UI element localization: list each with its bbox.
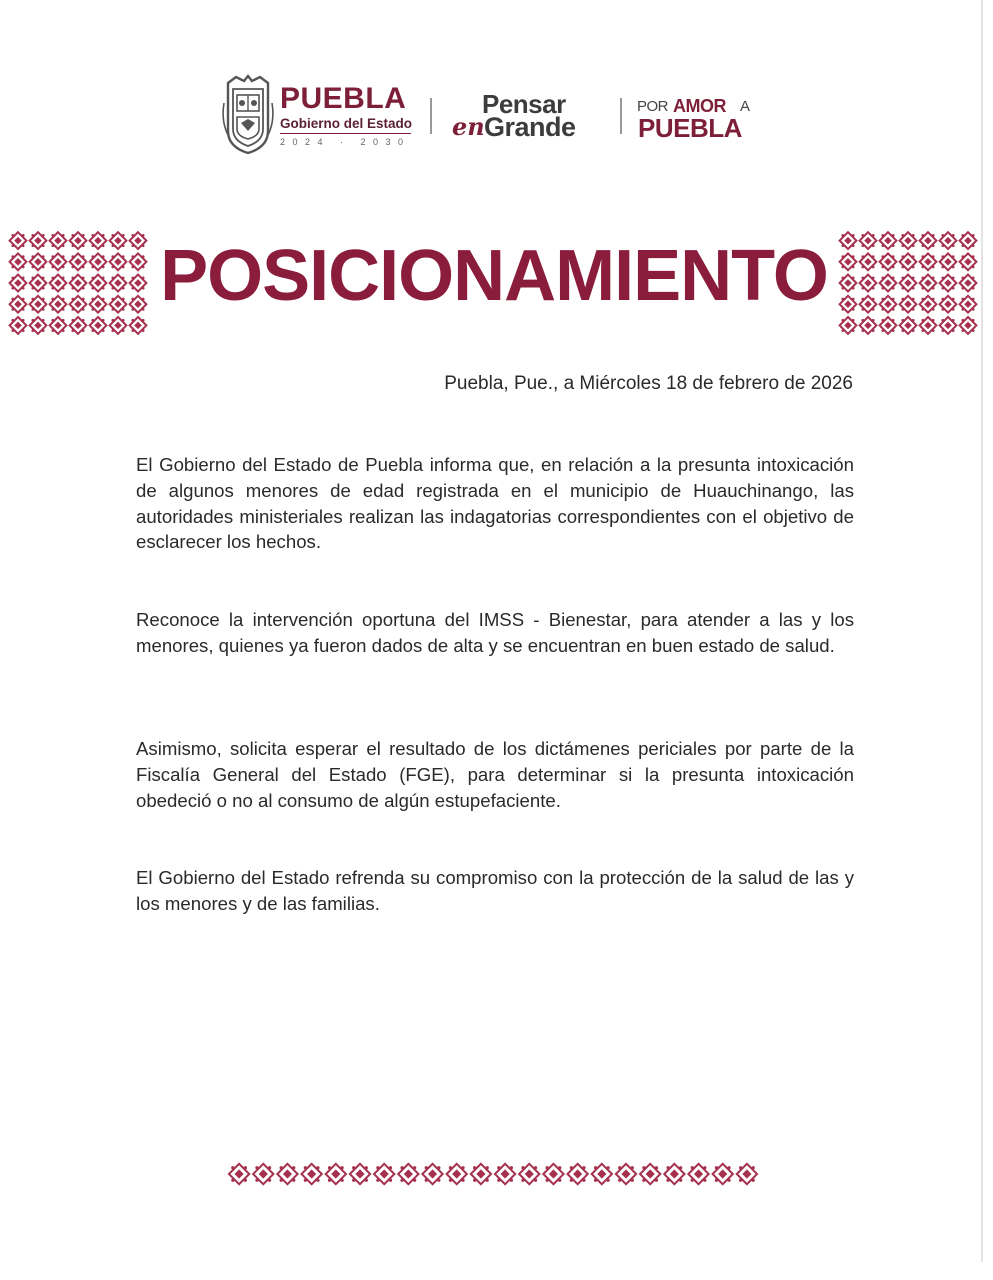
ornament-motif (70, 232, 87, 249)
ornament-motif (880, 296, 897, 313)
ornament-motif (880, 275, 897, 292)
ornament-motif (900, 317, 917, 334)
ornament-motif (253, 1164, 273, 1184)
ornament-motif (920, 253, 937, 270)
ornament-motif (70, 296, 87, 313)
ornament-motif (567, 1164, 587, 1184)
ornament-motif (880, 317, 897, 334)
ornament-motif (688, 1164, 708, 1184)
amor-logo-puebla: PUEBLA (638, 113, 742, 143)
ornament-motif (920, 317, 937, 334)
logo-divider (620, 98, 622, 134)
ornament-motif (90, 232, 107, 249)
page-edge-line (981, 0, 983, 1262)
ornament-motif (30, 275, 47, 292)
ornament-motif (50, 296, 67, 313)
ornament-motif (130, 317, 147, 334)
ornament-motif (350, 1164, 370, 1184)
amor-logo-amor: AMOR (673, 96, 726, 116)
ornament-motif (447, 1164, 467, 1184)
ornament-motif (880, 232, 897, 249)
ornament-motif (960, 296, 977, 313)
ornament-motif (940, 275, 957, 292)
ornament-motif (10, 317, 27, 334)
ornament-motif (860, 253, 877, 270)
ornament-motif (840, 253, 857, 270)
puebla-gobierno-logo (280, 84, 415, 148)
ornament-motif (840, 296, 857, 313)
ornament-motif (737, 1164, 757, 1184)
ornament-motif (110, 253, 127, 270)
ornament-motif (398, 1164, 418, 1184)
ornament-motif (70, 317, 87, 334)
ornament-motif (90, 317, 107, 334)
ornament-motif (664, 1164, 684, 1184)
ornament-motif (920, 296, 937, 313)
ornament-motif (960, 317, 977, 334)
ornament-motif (960, 253, 977, 270)
ornament-motif (900, 275, 917, 292)
ornament-motif (900, 296, 917, 313)
ornament-motif (640, 1164, 660, 1184)
ornament-motif (70, 253, 87, 270)
ornament-motif (50, 275, 67, 292)
logo-divider (430, 98, 432, 134)
ornament-motif (90, 296, 107, 313)
ornament-motif (519, 1164, 539, 1184)
ornament-motif (920, 232, 937, 249)
ornament-motif (10, 296, 27, 313)
ornament-motif (940, 253, 957, 270)
ornament-motif (130, 253, 147, 270)
ornament-motif (10, 232, 27, 249)
ornament-motif (301, 1164, 321, 1184)
ornament-motif (30, 253, 47, 270)
ornament-motif (713, 1164, 733, 1184)
puebla-logo-years: 2024 · 2030 (280, 137, 411, 147)
ornament-motif (10, 253, 27, 270)
ornament-motif (920, 275, 937, 292)
puebla-logo-name: PUEBLA (280, 82, 407, 115)
ornament-motif (50, 253, 67, 270)
ornament-motif (10, 275, 27, 292)
talavera-ornament-left (8, 230, 148, 336)
ornament-motif (374, 1164, 394, 1184)
ornament-motif (495, 1164, 515, 1184)
ornament-motif (110, 275, 127, 292)
ornament-motif (30, 317, 47, 334)
ornament-motif (840, 275, 857, 292)
coat-of-arms-icon (222, 73, 274, 155)
puebla-logo-subtitle: Gobierno del Estado (280, 116, 411, 134)
pensar-logo-line2: Grande (484, 112, 576, 142)
ornament-motif (50, 232, 67, 249)
ornament-motif (229, 1164, 249, 1184)
ornament-motif (960, 232, 977, 249)
body-paragraph-4: El Gobierno del Estado refrenda su compromiso con la protección de la salud de las y los menores y de las familias. (136, 867, 854, 914)
ornament-motif (90, 275, 107, 292)
ornament-motif (30, 232, 47, 249)
ornament-motif (960, 275, 977, 292)
ornament-motif (130, 275, 147, 292)
pensar-en-grande-logo (452, 90, 602, 142)
ornament-motif (326, 1164, 346, 1184)
ornament-motif (110, 317, 127, 334)
ornament-motif (840, 232, 857, 249)
body-paragraph-3: Asimismo, solicita esperar el resultado de los dictámenes periciales por parte de la Fiscalía General del Estado (FGE), para determinar si la presunta intoxicación obedeció o no al consumo de algún estupefaciente. (136, 738, 854, 811)
ornament-motif (130, 296, 147, 313)
ornament-motif (860, 317, 877, 334)
ornament-motif (880, 253, 897, 270)
ornament-motif (940, 296, 957, 313)
body-paragraph-1: El Gobierno del Estado de Puebla informa que, en relación a la presunta intoxicación de algunos menores de edad registrada en el municipio de Huauchinango, las autoridades ministeriales realizan las indagatorias correspondientes con el objetivo de esclarecer los hechos. (136, 454, 854, 553)
ornament-motif (130, 232, 147, 249)
ornament-motif (110, 296, 127, 313)
talavera-ornament-bottom (227, 1157, 759, 1191)
document-date: Puebla, Pue., a Miércoles 18 de febrero de 2026 (444, 373, 853, 394)
ornament-motif (840, 317, 857, 334)
ornament-motif (860, 275, 877, 292)
ornament-motif (90, 253, 107, 270)
ornament-motif (940, 232, 957, 249)
ornament-motif (592, 1164, 612, 1184)
ornament-motif (940, 317, 957, 334)
ornament-motif (110, 232, 127, 249)
amor-logo-por: POR (637, 98, 669, 115)
pensar-logo-en: en (452, 112, 485, 141)
ornament-motif (543, 1164, 563, 1184)
ornament-motif (900, 232, 917, 249)
body-paragraph-2: Reconoce la intervención oportuna del IMSS - Bienestar, para atender a las y los menores, quienes ya fueron dados de alta y se encuentran en buen estado de salud. (136, 609, 854, 656)
ornament-motif (900, 253, 917, 270)
ornament-motif (860, 296, 877, 313)
por-amor-a-puebla-logo (637, 96, 772, 144)
ornament-motif (860, 232, 877, 249)
ornament-motif (50, 317, 67, 334)
ornament-motif (277, 1164, 297, 1184)
ornament-motif (70, 275, 87, 292)
pensar-logo-line1: Pensar (482, 89, 566, 119)
ornament-motif (422, 1164, 442, 1184)
ornament-motif (471, 1164, 491, 1184)
amor-logo-a: A (740, 98, 751, 115)
ornament-motif (616, 1164, 636, 1184)
document-title: POSICIONAMIENTO (160, 236, 828, 316)
talavera-ornament-right (838, 230, 978, 336)
ornament-motif (30, 296, 47, 313)
